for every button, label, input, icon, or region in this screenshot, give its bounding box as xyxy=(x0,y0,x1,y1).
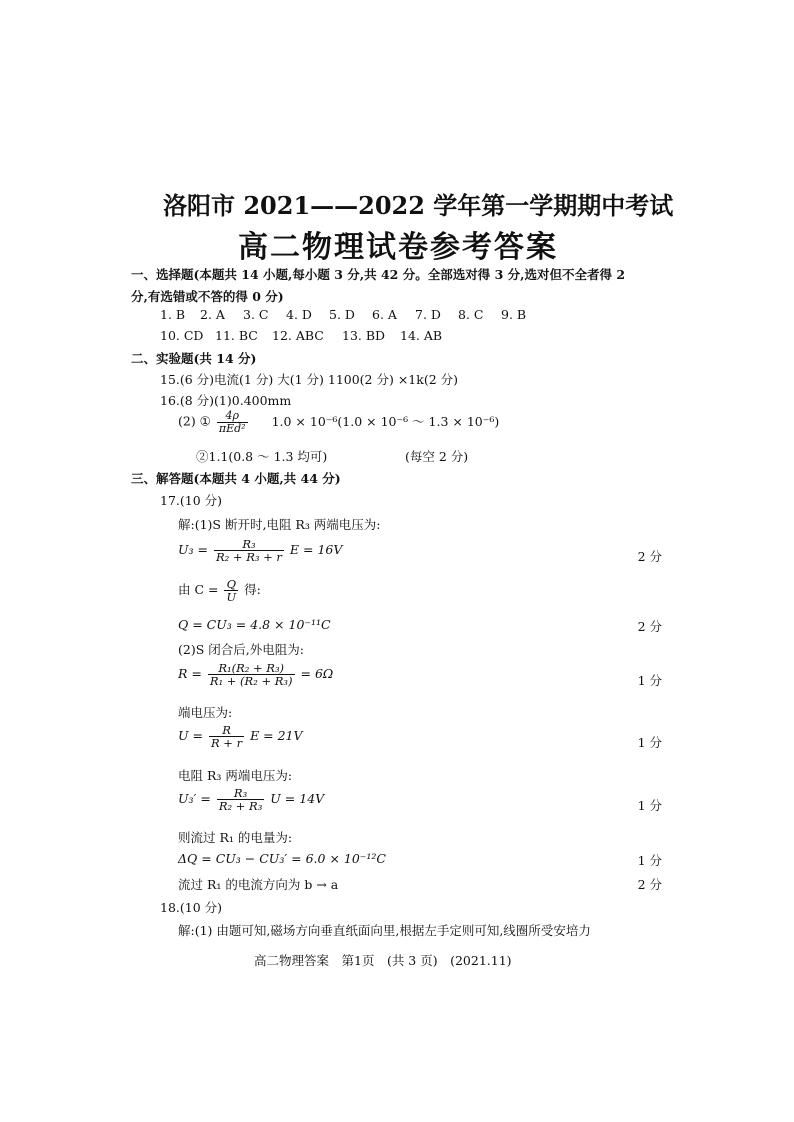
q17-line4: 端电压为: xyxy=(178,705,233,720)
q16-part2-prefix: (2) ① xyxy=(178,413,211,429)
q17-eq1-fraction xyxy=(214,538,284,563)
q17-eq4-rhs: E = 21V xyxy=(250,728,303,744)
q17-line2-den: U xyxy=(226,590,237,605)
q16-part2 xyxy=(178,410,499,434)
section2-heading: 二、实验题(共 14 分) xyxy=(131,351,257,366)
answer-1: 1. B xyxy=(160,307,186,322)
q17-line2 xyxy=(178,578,261,603)
q17-eq5-den: R₂ + R₃ xyxy=(218,799,263,814)
answer-8: 8. C xyxy=(458,307,484,322)
q17-eq5-num: R₃ xyxy=(217,787,264,800)
q17-eq5-rhs: U = 14V xyxy=(270,791,325,807)
q17-eq4-num: R xyxy=(209,724,244,737)
section1-heading-a: 一、选择题(本题共 14 小题,每小题 3 分,共 42 分。全部选对得 3 分,选对但不全者得 2 xyxy=(131,267,626,282)
answer-14: 14. AB xyxy=(400,328,443,343)
q17-eq1-lhs: U₃ = xyxy=(178,542,208,558)
answer-4: 4. D xyxy=(286,307,312,322)
q17-line6: 则流过 R₁ 的电量为: xyxy=(178,830,293,845)
q17-eq5-lhs: U₃′ = xyxy=(178,791,211,807)
answer-11: 11. BC xyxy=(215,328,258,343)
q16-part3: ②1.1(0.8 ～ 1.3 均可) xyxy=(196,449,328,464)
q16-fraction-num: 4ρ xyxy=(217,410,248,423)
q17-eq1 xyxy=(178,538,342,563)
answer-7: 7. D xyxy=(415,307,441,322)
q17-eq4 xyxy=(178,724,303,749)
q17-eq3 xyxy=(178,662,333,687)
q17-eq3-lhs: R = xyxy=(178,666,202,682)
q18-title: 18.(10 分) xyxy=(160,900,223,915)
q17-eq4-lhs: U = xyxy=(178,728,203,744)
section3-heading: 三、解答题(本题共 4 小题,共 44 分) xyxy=(131,471,341,486)
q17-eq1-points: 2 分 xyxy=(637,549,662,564)
q17-eq1-den: R₂ + R₃ + r xyxy=(215,550,282,565)
q15-answer: 15.(6 分)电流(1 分) 大(1 分) 1100(2 分) ×1k(2 分) xyxy=(160,372,459,387)
answers-row-1 xyxy=(160,307,526,322)
q17-eq2-points: 2 分 xyxy=(637,619,662,634)
q17-line7: 流过 R₁ 的电流方向为 b → a xyxy=(178,877,339,892)
q17-line2-num: Q xyxy=(224,578,238,591)
exam-title: 洛阳市 2021——2022 学年第一学期期中考试 xyxy=(163,191,674,220)
answers-row-2 xyxy=(160,328,442,343)
q17-eq5-fraction xyxy=(217,787,264,812)
q16-part2-value: 1.0 × 10⁻⁶(1.0 × 10⁻⁶ ～ 1.3 × 10⁻⁶) xyxy=(271,413,500,429)
answer-12: 12. ABC xyxy=(272,328,324,343)
q17-eq3-rhs: = 6Ω xyxy=(300,666,334,682)
page-footer: 高二物理答案 第1页 (共 3 页) (2021.11) xyxy=(254,953,512,968)
q17-line5: 电阻 R₃ 两端电压为: xyxy=(178,768,293,783)
q18-line1: 解:(1) 由题可知,磁场方向垂直纸面向里,根据左手定则可知,线圈所受安培力 xyxy=(178,923,591,938)
q16-part1: 16.(8 分)(1)0.400mm xyxy=(160,393,292,408)
q17-eq1-num: R₃ xyxy=(214,538,284,551)
q17-eq3-num: R₁(R₂ + R₃) xyxy=(208,662,295,675)
q17-eq2: Q = CU₃ = 4.8 × 10⁻¹¹C xyxy=(178,617,331,632)
answer-key-title: 高二物理试卷参考答案 xyxy=(238,230,558,265)
q16-fraction xyxy=(217,410,248,434)
q17-eq5 xyxy=(178,787,324,812)
q17-eq5-points: 1 分 xyxy=(637,798,662,813)
q17-line2-pre: 由 C = xyxy=(178,582,219,598)
answer-10: 10. CD xyxy=(160,328,204,343)
answer-3: 3. C xyxy=(243,307,269,322)
q17-eq3-fraction xyxy=(208,662,295,687)
answer-13: 13. BD xyxy=(342,328,386,343)
q16-fraction-den: πEd² xyxy=(218,421,246,435)
q17-line2-fraction xyxy=(224,578,238,603)
q17-eq4-points: 1 分 xyxy=(637,735,662,750)
q17-eq1-rhs: E = 16V xyxy=(289,542,343,558)
q17-line7-points: 2 分 xyxy=(637,877,662,892)
q17-line2-post: 得: xyxy=(244,582,261,598)
q17-line3: (2)S 闭合后,外电阻为: xyxy=(178,642,304,657)
answer-5: 5. D xyxy=(329,307,355,322)
q17-eq3-points: 1 分 xyxy=(637,673,662,688)
q17-eq6: ΔQ = CU₃ − CU₃′ = 6.0 × 10⁻¹²C xyxy=(178,851,386,866)
q17-eq6-points: 1 分 xyxy=(637,853,662,868)
q17-eq4-fraction xyxy=(209,724,244,749)
q16-note: (每空 2 分) xyxy=(405,449,469,464)
q17-title: 17.(10 分) xyxy=(160,493,223,508)
answer-2: 2. A xyxy=(200,307,225,322)
answer-6: 6. A xyxy=(372,307,397,322)
q17-eq3-den: R₁ + (R₂ + R₃) xyxy=(209,674,293,689)
q17-line1: 解:(1)S 断开时,电阻 R₃ 两端电压为: xyxy=(178,517,381,532)
answer-9: 9. B xyxy=(501,307,527,322)
section1-heading-b: 分,有选错或不答的得 0 分) xyxy=(131,289,284,304)
q17-eq4-den: R + r xyxy=(210,736,243,751)
